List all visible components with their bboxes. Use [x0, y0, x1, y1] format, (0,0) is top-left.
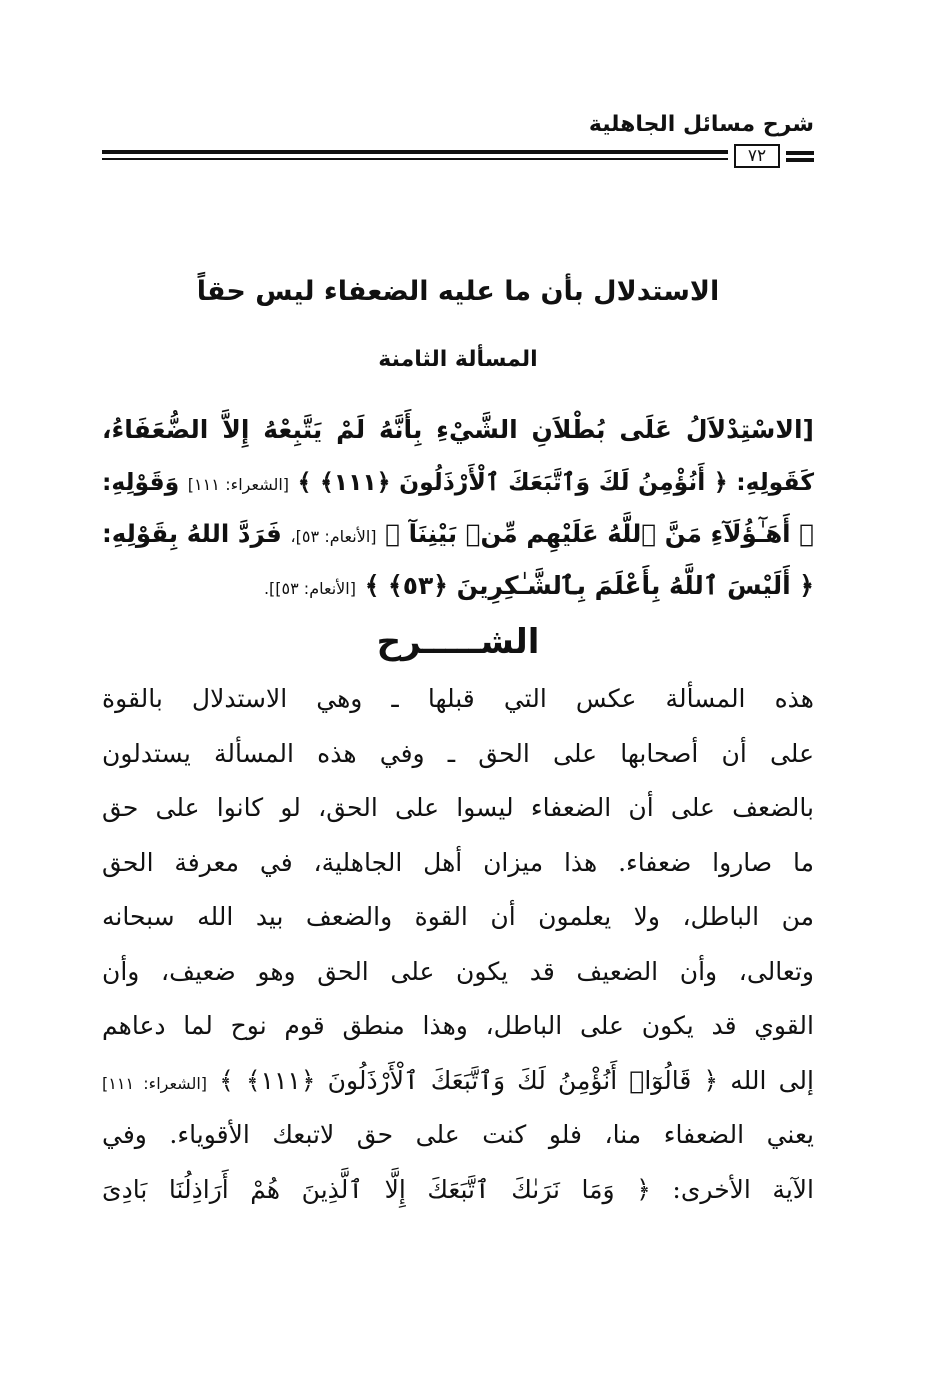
issue-text-segment: فَرَدَّ اللهُ بِقَوْلِهِ:: [102, 519, 282, 548]
header-rule-thick: [102, 150, 728, 154]
quran-verse: ﴿ وَمَا نَرَىٰكَ ٱتَّبَعَكَ إِلَّا ٱلَّذِينَ هُمْ أَرَاذِلُنَا بَادِىَ: [102, 1174, 651, 1204]
body-text-segment: إلى الله: [730, 1065, 814, 1095]
issue-line-2: [102, 456, 814, 508]
issue-line-1: [الاسْتِدْلاَلُ عَلَى بُطْلاَنِ الشَّيْءِ بِأَنَّهُ لَمْ يَتَّبِعْهُ إِلاَّ الضُّعَفَاءُ،: [102, 415, 814, 444]
issue-subtitle: المسألة الثامنة: [378, 347, 538, 372]
body-line: القوي قد يكون على الباطل، وهذا منطق قوم نوح لما دعاهم: [102, 1011, 814, 1040]
body-line: يعني الضعفاء منا، فلو كنت على حق لاتبعك الأقوياء. وفي: [102, 1120, 814, 1149]
verse-citation: [الشعراء: ١١١]: [102, 1073, 208, 1093]
issue-statement: [102, 404, 814, 612]
verse-citation: [الشعراء: ١١١]: [187, 475, 290, 494]
body-line: ما صاروا ضعفاء. هذا ميزان أهل الجاهلية، في معرفة الحق: [102, 847, 814, 877]
body-line: هذه المسألة عكس التي قبلها ـ وهي الاستدلال بالقوة: [102, 684, 814, 713]
quran-verse: ﴿ أَهَـٰٓؤُلَآءِ مَنَّ ٱللَّهُ عَلَيْهِم مِّنۢ بَيْنِنَآ ﴾: [385, 519, 814, 548]
quran-verse: كَقَولِهِ: ﴿ أَنُؤْمِنُ لَكَ وَٱتَّبَعَكَ ٱلْأَرْذَلُونَ ﴿١١١﴾ ﴾: [297, 468, 814, 496]
issue-text-segment: وَقَوْلِهِ:: [102, 468, 180, 496]
commentary-body: [102, 672, 814, 1217]
body-line: وتعالى، وأن الضعيف قد يكون على الحق وهو ضعيف، وأن: [102, 956, 814, 986]
commentary-heading: الشـــــرح: [376, 622, 540, 662]
quran-verse: ﴿ أَلَيْسَ ٱللَّهُ بِأَعْلَمَ بِٱلشَّـٰكِرِينَ ﴿٥٣﴾ ﴾: [364, 571, 814, 600]
body-text-segment: الآية الأخرى:: [672, 1174, 814, 1204]
verse-citation: [الأنعام: ٥٣]،: [290, 527, 377, 546]
issue-line-3: [102, 508, 814, 560]
page-number: ٧٢: [734, 144, 780, 168]
quran-verse: ﴿ قَالُوٓا۟ أَنُؤْمِنُ لَكَ وَٱتَّبَعَكَ ٱلْأَرْذَلُونَ ﴿١١١﴾ ﴾: [219, 1065, 719, 1095]
header-mark-bar: [786, 158, 814, 162]
header-mark-bar: [786, 151, 814, 155]
body-line-verse: [102, 1163, 814, 1218]
body-line: من الباطل، ولا يعلمون أن القوة والضعف بيد الله سبحانه: [102, 902, 814, 931]
body-line-verse: [102, 1054, 814, 1109]
section-title: الاستدلال بأن ما عليه الضعفاء ليس حقاً: [196, 276, 720, 307]
issue-line-4: [102, 560, 814, 612]
verse-citation: [الأنعام: ٥٣]].: [263, 579, 356, 598]
header-rule-thin: [102, 158, 728, 160]
running-header-title: شرح مسائل الجاهلية: [588, 112, 814, 137]
body-line: على أن أصحابها على الحق ـ وفي هذه المسألة يستدلون: [102, 738, 814, 768]
body-line: بالضعف على أن الضعفاء ليسوا على الحق، لو كانوا على حق: [102, 793, 814, 822]
